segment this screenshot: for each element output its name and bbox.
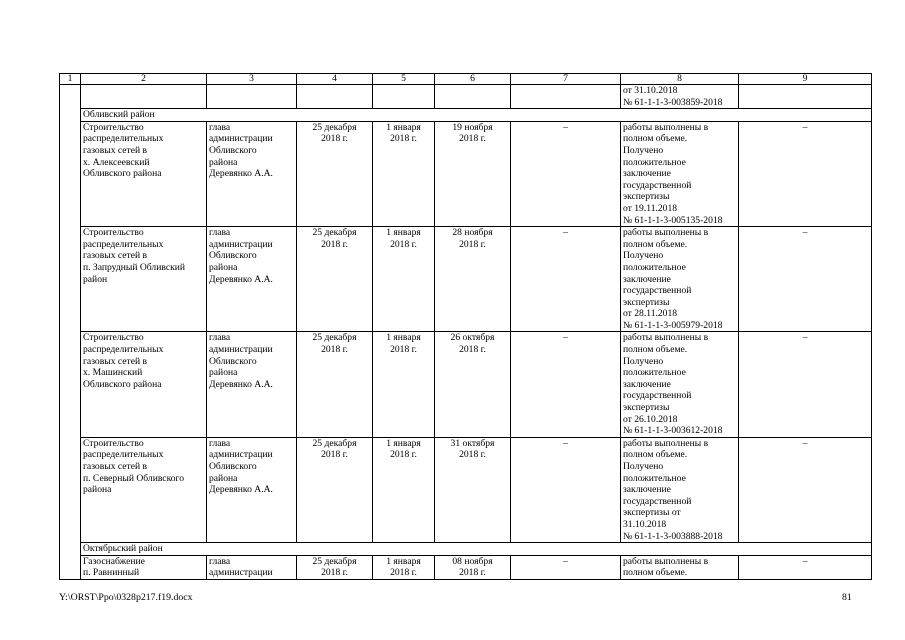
cell-line: полном объеме. xyxy=(623,449,688,461)
cell-line: распределительных xyxy=(83,133,164,145)
cell-line: № 61-1-1-3-005135-2018 xyxy=(623,214,723,226)
continuation-row xyxy=(60,85,872,109)
cell-line: от 19.11.2018 xyxy=(623,202,678,214)
cell-line: район xyxy=(83,273,108,285)
cell-line: 08 ноября xyxy=(452,555,493,567)
dash-cell: – xyxy=(739,332,872,437)
cell-line: х. Машинский xyxy=(83,367,143,379)
dash-cell: – xyxy=(511,332,621,437)
cell-line: заключение xyxy=(623,273,671,285)
cell-line: 1 января xyxy=(386,121,421,133)
cell-line: 2018 г. xyxy=(321,133,348,145)
table-row xyxy=(60,227,872,332)
cell-line: 2018 г. xyxy=(459,344,486,356)
header-cell: 7 xyxy=(511,74,621,85)
cell-line: Деревянко А.А. xyxy=(209,273,273,285)
conclusion-cell xyxy=(621,85,739,109)
cell-line: полном объеме. xyxy=(623,567,688,579)
cell-line: экспертизы xyxy=(623,191,670,203)
responsible-cell xyxy=(207,227,297,332)
cell-line: Строительство xyxy=(83,227,144,239)
dash-cell: – xyxy=(739,555,872,579)
responsible-cell xyxy=(207,437,297,542)
cell-line: распределительных xyxy=(83,344,164,356)
section-row xyxy=(60,109,872,122)
cell-line: района xyxy=(209,367,238,379)
cell-line: от 28.11.2018 xyxy=(623,308,678,320)
cell-line: п. Равнинный xyxy=(83,567,140,579)
cell-line: работы выполнены в xyxy=(623,437,709,449)
table-cell xyxy=(739,85,872,109)
object-cell xyxy=(81,227,207,332)
conclusion-cell xyxy=(621,555,739,579)
page-number: 81 xyxy=(842,592,852,603)
cell-line: полном объеме. xyxy=(623,344,688,356)
cell-line: Обливского xyxy=(209,461,257,472)
conclusion-cell xyxy=(621,121,739,226)
cell-line: района xyxy=(83,484,112,496)
cell-line: № 61-1-1-3-005979-2018 xyxy=(623,319,723,331)
cell-line: № 61-1-1-3-003612-2018 xyxy=(623,425,723,437)
table-row xyxy=(60,555,872,579)
cell-line: работы выполнены в xyxy=(623,332,709,344)
section-label: Обливский район xyxy=(81,109,872,122)
index-cell xyxy=(60,85,81,580)
cell-line: 28 ноября xyxy=(452,227,493,239)
date-cell xyxy=(373,332,435,437)
cell-line: района xyxy=(209,472,238,484)
responsible-cell xyxy=(207,332,297,437)
cell-line: Деревянко А.А. xyxy=(209,168,273,180)
cell-line: положительное xyxy=(623,472,686,484)
cell-line: Строительство xyxy=(83,437,144,449)
dash-cell: – xyxy=(511,555,621,579)
cell-line: 25 декабря xyxy=(312,227,357,239)
cell-line: 25 декабря xyxy=(312,555,357,567)
cell-line: государственной xyxy=(623,179,692,191)
cell-line: 2018 г. xyxy=(459,133,486,145)
cell-line: положительное xyxy=(623,156,686,168)
dash-cell: – xyxy=(739,437,872,542)
date-cell xyxy=(297,332,373,437)
object-cell xyxy=(81,437,207,542)
header-cell: 2 xyxy=(81,74,207,85)
header-cell: 4 xyxy=(297,74,373,85)
cell-line: работы выполнены в xyxy=(623,227,709,239)
cell-line: администрации xyxy=(209,238,273,250)
cell-line: 2018 г. xyxy=(321,449,348,461)
date-cell xyxy=(435,437,511,542)
cell-line: газовых сетей в xyxy=(83,250,148,262)
cell-line: Деревянко А.А. xyxy=(209,484,273,496)
header-cell: 5 xyxy=(373,74,435,85)
report-table xyxy=(59,73,872,580)
cell-line: Получено xyxy=(623,144,664,156)
header-cell: 9 xyxy=(739,74,872,85)
cell-line: администрации xyxy=(209,133,273,145)
object-cell xyxy=(81,121,207,226)
date-cell xyxy=(373,227,435,332)
cell-line: района xyxy=(209,261,238,273)
date-cell xyxy=(297,437,373,542)
dash-cell: – xyxy=(739,121,872,226)
table-row xyxy=(60,121,872,226)
cell-line: Обливского xyxy=(209,355,257,367)
table-cell xyxy=(297,85,373,109)
cell-line: 31 октября xyxy=(450,437,495,449)
conclusion-cell xyxy=(621,332,739,437)
cell-line: положительное xyxy=(623,261,686,273)
date-cell xyxy=(435,555,511,579)
header-cell: 6 xyxy=(435,74,511,85)
table-cell xyxy=(81,85,207,109)
cell-line: полном объеме. xyxy=(623,133,688,145)
cell-line: 25 декабря xyxy=(312,332,357,344)
cell-line: заключение xyxy=(623,378,671,390)
conclusion-cell xyxy=(621,227,739,332)
cell-line: распределительных xyxy=(83,449,164,461)
cell-line: Обливского xyxy=(209,144,257,156)
cell-line: государственной xyxy=(623,285,692,297)
cell-line: района xyxy=(209,156,238,168)
cell-line: Обливского района xyxy=(83,378,162,390)
section-row xyxy=(60,543,872,556)
cell-line: распределительных xyxy=(83,238,164,250)
cell-line: государственной xyxy=(623,495,692,507)
cell-line: 2018 г. xyxy=(459,567,486,579)
date-cell xyxy=(435,121,511,226)
cell-line: 25 декабря xyxy=(312,121,357,133)
date-cell xyxy=(373,437,435,542)
cell-line: глава xyxy=(209,437,231,449)
cell-line: Строительство xyxy=(83,121,144,133)
cell-line: 2018 г. xyxy=(321,567,348,579)
date-cell xyxy=(297,121,373,226)
cell-line: п. Северный Обливского xyxy=(83,472,185,484)
cell-line: 2018 г. xyxy=(321,238,348,250)
cell-line: 1 января xyxy=(386,437,421,449)
cell-line: экспертизы xyxy=(623,296,670,308)
cell-line: глава xyxy=(209,555,231,567)
cell-line: газовых сетей в xyxy=(83,144,148,156)
cell-line: газовых сетей в xyxy=(83,355,148,367)
cell-line: Газоснабжение xyxy=(83,555,145,567)
table-body xyxy=(60,74,872,580)
cell-line: газовых сетей в xyxy=(83,461,148,472)
cell-line: 1 января xyxy=(386,227,421,239)
cell-line: глава xyxy=(209,332,231,344)
object-cell xyxy=(81,332,207,437)
cell-line: администрации xyxy=(209,344,273,356)
dash-cell: – xyxy=(511,437,621,542)
cell-line: экспертизы от xyxy=(623,507,681,519)
cell-line: 2018 г. xyxy=(459,449,486,461)
cell-line: 1 января xyxy=(386,332,421,344)
date-cell xyxy=(373,555,435,579)
cell-line: Получено xyxy=(623,355,664,367)
cell-line: 1 января xyxy=(386,555,421,567)
cell-line: 2018 г. xyxy=(390,567,417,579)
cell-line: 2018 г. xyxy=(390,449,417,461)
cell-line: № 61-1-1-3-003859-2018 xyxy=(623,96,723,108)
cell-line: администрации xyxy=(209,449,273,461)
cell-line: глава xyxy=(209,121,231,133)
date-cell xyxy=(297,555,373,579)
cell-line: Получено xyxy=(623,461,664,472)
table-cell xyxy=(373,85,435,109)
section-label: Октябрьский район xyxy=(81,543,872,556)
cell-line: заключение xyxy=(623,168,671,180)
cell-line: х. Алексеевский xyxy=(83,156,150,168)
header-cell: 8 xyxy=(621,74,739,85)
header-cell: 1 xyxy=(60,74,81,85)
object-cell xyxy=(81,555,207,579)
cell-line: Получено xyxy=(623,250,664,262)
dash-cell: – xyxy=(511,121,621,226)
responsible-cell xyxy=(207,121,297,226)
cell-line: 2018 г. xyxy=(321,344,348,356)
cell-line: полном объеме. xyxy=(623,238,688,250)
table-row xyxy=(60,437,872,542)
cell-line: глава xyxy=(209,227,231,239)
header-cell: 3 xyxy=(207,74,297,85)
cell-line: 2018 г. xyxy=(390,238,417,250)
cell-line: Обливского района xyxy=(83,168,162,180)
cell-line: 2018 г. xyxy=(459,238,486,250)
cell-line: от 31.10.2018 xyxy=(623,85,678,96)
conclusion-cell xyxy=(621,437,739,542)
date-cell xyxy=(297,227,373,332)
table-cell xyxy=(511,85,621,109)
cell-line: работы выполнены в xyxy=(623,121,709,133)
responsible-cell xyxy=(207,555,297,579)
dash-cell: – xyxy=(511,227,621,332)
cell-line: Строительство xyxy=(83,332,144,344)
dash-cell: – xyxy=(739,227,872,332)
cell-line: администрации xyxy=(209,567,273,579)
cell-line: работы выполнены в xyxy=(623,555,709,567)
cell-line: п. Запрудный Обливский xyxy=(83,261,186,273)
cell-line: 26 октября xyxy=(450,332,495,344)
cell-line: государственной xyxy=(623,390,692,402)
table-cell xyxy=(207,85,297,109)
date-cell xyxy=(435,332,511,437)
cell-line: экспертизы xyxy=(623,402,670,414)
cell-line: заключение xyxy=(623,484,671,496)
cell-line: 19 ноября xyxy=(452,121,493,133)
cell-line: Деревянко А.А. xyxy=(209,378,273,390)
date-cell xyxy=(435,227,511,332)
table-row xyxy=(60,332,872,437)
date-cell xyxy=(373,121,435,226)
cell-line: 2018 г. xyxy=(390,344,417,356)
cell-line: положительное xyxy=(623,367,686,379)
cell-line: 2018 г. xyxy=(390,133,417,145)
cell-line: 25 декабря xyxy=(312,437,357,449)
table-cell xyxy=(435,85,511,109)
cell-line: № 61-1-1-3-003888-2018 xyxy=(623,530,723,542)
file-path: Y:\ORST\Ppo\0328p217.f19.docx xyxy=(59,592,193,603)
cell-line: 31.10.2018 xyxy=(623,518,667,530)
cell-line: от 26.10.2018 xyxy=(623,413,678,425)
cell-line: Обливского xyxy=(209,250,257,262)
header-row xyxy=(60,74,872,85)
